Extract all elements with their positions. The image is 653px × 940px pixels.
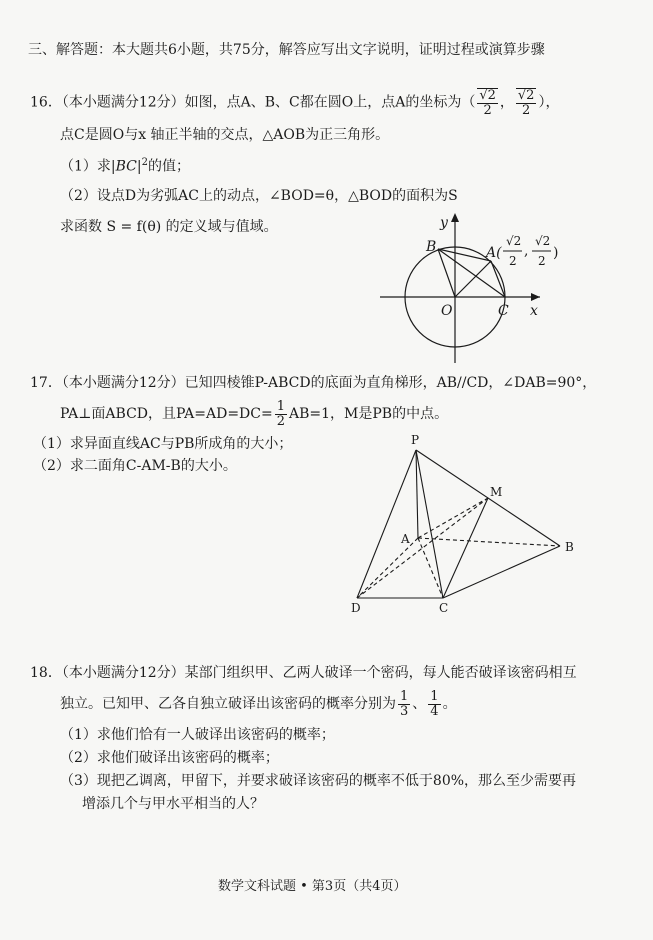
- fig17-label-p: P: [411, 433, 420, 447]
- q18-line2: 独立。已知甲、乙各自独立破译出该密码的概率分别为 $\frac{1}{3}$ 、 $\frac{1}{4}$ 。: [60, 689, 457, 719]
- q18-sub2: （2）求他们破译出该密码的概率；: [60, 750, 279, 766]
- svg-text:√2: √2: [535, 234, 551, 248]
- y-axis-arrow: [451, 213, 459, 222]
- edge-cm: [443, 498, 488, 598]
- q16-line2: 点C是圆O与x 轴正半轴的交点，△AOB为正三角形。: [60, 127, 390, 143]
- fig17-label-c: C: [439, 601, 449, 615]
- edge-ad: [357, 538, 418, 598]
- figure-16: [360, 205, 620, 370]
- q16-bc-expr: |BC|: [110, 158, 142, 175]
- fig16-a-coords: [503, 234, 558, 268]
- fig17-label-b: B: [565, 540, 574, 554]
- fig17-label-m: M: [490, 485, 503, 499]
- svg-text:√2: √2: [506, 234, 522, 248]
- q18-sub1: （1）求他们恰有一人破译出该密码的概率；: [60, 727, 335, 743]
- edge-ac: [418, 538, 443, 598]
- q17-sub2: （2）求二面角C-AM-B的大小。: [33, 458, 237, 474]
- edge-pc: [416, 450, 443, 598]
- segment-ob: [438, 249, 455, 297]
- figure-17: [340, 430, 600, 620]
- edge-pa: [416, 450, 418, 538]
- q16-line1-end: ），: [538, 94, 560, 111]
- x-axis-arrow: [531, 293, 540, 301]
- svg-text:,: ,: [524, 243, 529, 259]
- q16-sub1: （1）求$|BC|^2$的值；: [60, 157, 190, 175]
- edge-cb: [443, 546, 560, 598]
- q16-frac-y: $\frac{√2}{2}$: [517, 88, 535, 118]
- svg-text:): ): [553, 245, 559, 261]
- section-header: 三、解答题：本大题共6小题，共75分，解答应写出文字说明，证明过程或演算步骤: [28, 42, 545, 58]
- edge-ab: [418, 538, 560, 546]
- q16-line1-start: 16．（本小题满分12分）如图，点A、B、C都在圆O上，点A的坐标为（: [30, 94, 476, 111]
- fig16-label-y: y: [440, 215, 448, 231]
- q16-sub2: （2）设点D为劣弧AC上的动点，∠BOD=θ，△BOD的面积为S: [60, 188, 458, 204]
- fig17-label-d: D: [351, 601, 361, 615]
- svg-text:2: 2: [538, 254, 546, 268]
- q17-frac-half: $\frac{1}{2}$: [276, 399, 285, 429]
- q16-frac-x: $\frac{√2}{2}$: [479, 88, 496, 118]
- q18-sub3-cont: 增添几个与甲水平相当的人？: [82, 796, 264, 812]
- q18-prob-yi: $\frac{1}{4}$: [430, 689, 439, 719]
- fig16-label-x: x: [530, 303, 538, 319]
- q17-sub1: （1）求异面直线AC与PB所成角的大小；: [33, 436, 293, 452]
- q18-line1: 18．（本小题满分12分）某部门组织甲、乙两人破译一个密码，每人能否破译该密码相互: [30, 665, 577, 681]
- fig16-label-o: O: [441, 303, 453, 319]
- page-footer: 数学文科试题 • 第3页（共4页）: [218, 879, 407, 894]
- fig16-label-c: C: [498, 303, 509, 319]
- q18-prob-jia: $\frac{1}{3}$: [400, 689, 409, 719]
- q17-line1: 17．（本小题满分12分）已知四棱锥P-ABCD的底面为直角梯形，AB//CD，∠DAB=90°，: [30, 375, 597, 391]
- segment-oa: [455, 261, 491, 297]
- fig17-label-a: A: [401, 532, 410, 546]
- q16-line5: 求函数 S = f(θ) 的定义域与值域。: [60, 219, 278, 235]
- q16-line1: 16．（本小题满分12分）如图，点A、B、C都在圆O上，点A的坐标为（ $\frac{√2}{2}$ ， $\frac{√2}{2}$ ），: [30, 88, 560, 118]
- q17-line2: PA⊥面ABCD，且PA=AD=DC= $\frac{1}{2}$ AB=1，M是PB的中点。: [60, 399, 449, 429]
- fig16-label-b: B: [426, 239, 437, 255]
- fig16-label-a: A(: [486, 245, 502, 261]
- q18-sub3: （3）现把乙调离，甲留下，并要求破译该密码的概率不低于80%，那么至少需要再: [60, 773, 577, 789]
- svg-text:2: 2: [509, 254, 517, 268]
